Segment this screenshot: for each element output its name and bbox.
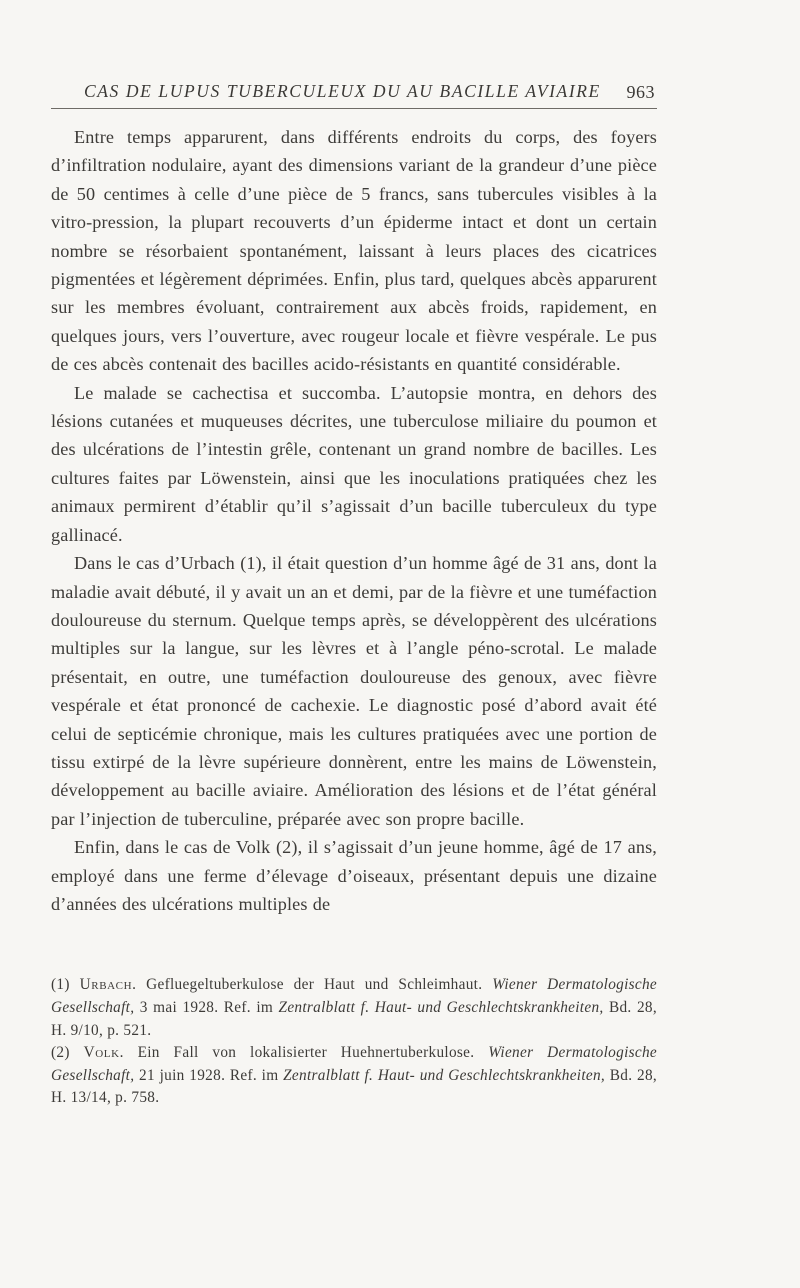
footnote-volume: Bd. 28, H. 9/10, p. 521. — [51, 998, 657, 1039]
paragraph: Enfin, dans le cas de Volk (2), il s’agissait d’un jeune homme, âgé de 17 ans, employé dans une ferme d’élevage d’oiseaux, présentant depuis une dizaine d’années des ulcérations multiples de — [51, 837, 657, 914]
footnote-date: 3 mai 1928. Ref. im — [139, 998, 274, 1016]
footnote-marker: (1) — [51, 976, 70, 994]
footnote: (2) Volk. Ein Fall von lokalisierter Huehnertuberkulose. Wiener Dermatologische Gesellschaft, 21 juin 1928. Ref. im Zentralblatt f. Haut- und Geschlechtskrankheiten, Bd. 28, H. 13/14, p. 758. — [51, 1044, 658, 1107]
footnote-author: Urbach — [79, 976, 133, 994]
paragraph: Dans le cas d’Urbach (1), il était question d’un homme âgé de 31 ans, dont la maladie avait débuté, il y avait un an et demi, par de la fièvre et une tuméfaction douloureuse du sternum. Quelque temps après, se développèrent des ulcérations multiples sur la langue, sur les lèvres et à l’angle péno-scrotal. Le malade présentait, en outre, une tuméfaction douloureuse des genoux, avec fièvre vespérale et état prononcé de cachexie. Le diagnostic posé d’abord avait été celui de septicémie chronique, mais les cultures pratiquées avec une portion de tissu extirpé de la lèvre supérieure donnèrent, entre les mains de Löwenstein, développement au bacille aviaire. Amélioration des lésions et de l’état général par l’injection de tuberculine, préparée avec son propre bacille. — [51, 553, 657, 829]
footnote-author: Volk — [83, 1044, 120, 1062]
footnote: (1) Urbach. Gefluegeltuberkulose der Haut und Schleimhaut. Wiener Dermatologische Gesellschaft, 3 mai 1928. Ref. im Zentralblatt f. Haut- und Geschlechtskrankheiten, Bd. 28, H. 9/10, p. 521. — [51, 976, 658, 1039]
footnote-marker: (2) — [51, 1044, 70, 1062]
paragraph: Le malade se cachectisa et succomba. L’autopsie montra, en dehors des lésions cutanées et muqueuses décrites, une tuberculose miliaire du poumon et des ulcérations de l’intestin grêle, contenant un grand nombre de bacilles. Les cultures faites par Löwenstein, ainsi que les inoculations pratiquées chez les animaux permirent d’établir qu’il s’agissait d’un bacille tuberculeux du type gallinacé. — [51, 382, 657, 545]
running-title: CAS DE LUPUS TUBERCULEUX DU AU BACILLE AVIAIRE — [84, 81, 601, 101]
footnote-ref-journal: Zentralblatt f. Haut- und Geschlechtskrankheiten, — [283, 1066, 606, 1084]
footnote-title: Gefluegeltuberkulose der Haut und Schleimhaut. — [146, 976, 483, 994]
footnote-journal: Wiener Dermatologische Gesellschaft, — [51, 1044, 658, 1084]
page-number: 963 — [626, 82, 655, 102]
page — [51, 78, 657, 1110]
footnotes — [51, 974, 657, 1110]
footnote-ref-journal: Zentralblatt f. Haut- und Geschlechtskrankheiten, — [278, 998, 604, 1016]
footnote-journal: Wiener Dermatologische Gesellschaft, — [51, 976, 658, 1016]
footnote-volume: Bd. 28, H. 13/14, p. 758. — [51, 1066, 658, 1107]
running-header — [51, 78, 657, 109]
footnote-title: Ein Fall von lokalisierter Huehnertuberkulose. — [137, 1044, 475, 1062]
footnote-date: 21 juin 1928. Ref. im — [139, 1066, 279, 1084]
paragraph: Entre temps apparurent, dans différents endroits du corps, des foyers d’infiltration nodulaire, ayant des dimensions variant de la grandeur d’une pièce de 50 centimes à celle d’une pièce de 5 francs, sans tubercules visibles à la vitro-pression, la plupart recouverts d’un épiderme intact et dont un certain nombre se résorbaient spontanément, laissant à leurs places des cicatrices pigmentées et légèrement déprimées. Enfin, plus tard, quelques abcès apparurent sur les membres évoluant, contrairement aux abcès froids, rapidement, en quelques jours, vers l’ouverture, avec rougeur locale et fièvre vespérale. Le pus de ces abcès contenait des bacilles acido-résistants en quantité considérable. — [51, 127, 657, 375]
body-text — [51, 123, 657, 918]
